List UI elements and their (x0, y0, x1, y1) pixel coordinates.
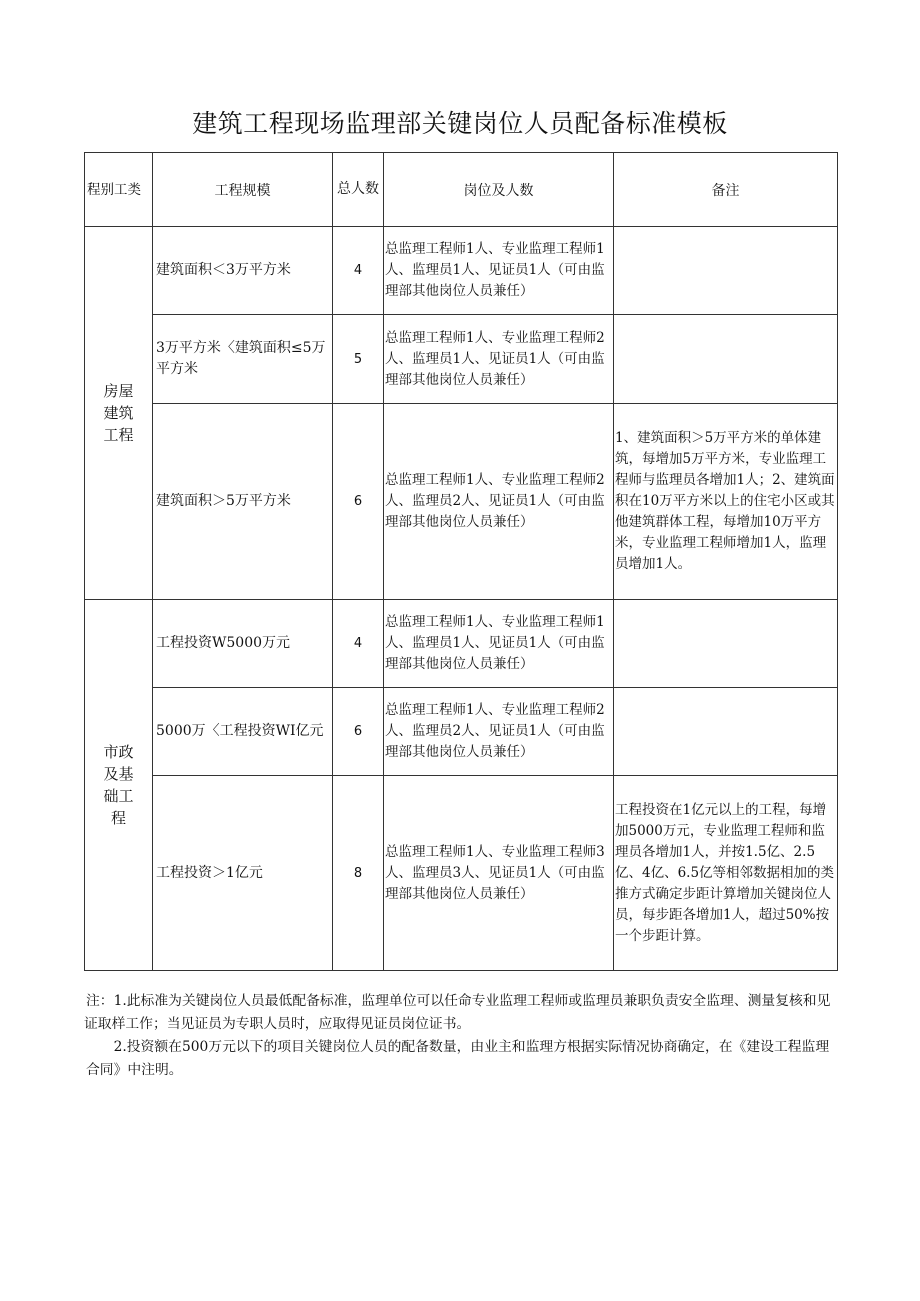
scale-cell: 3万平方米〈建筑面积≤5万平方米 (153, 315, 333, 404)
header-total: 总人数 (333, 153, 384, 227)
footnotes (84, 990, 840, 1082)
remarks-cell: 工程投资在1亿元以上的工程，每增加5000万元，专业监理工程师和监理员各增加1人，并按1.5亿、2.5亿、4亿、6.5亿等相邻数据相加的类推方式确定步距计算增加关键岗位人员，每步距各增加1人，超过50%按一个步距计算。 (614, 776, 838, 971)
scale-cell: 5000万〈工程投资WI亿元 (153, 688, 333, 776)
header-positions: 岗位及人数 (384, 153, 614, 227)
positions-cell: 总监理工程师1人、专业监理工程师3人、监理员3人、见证员1人（可由监理部其他岗位人员兼任） (384, 776, 614, 971)
table-row (85, 776, 838, 971)
positions-cell: 总监理工程师1人、专业监理工程师2人、监理员2人、见证员1人（可由监理部其他岗位人员兼任） (384, 404, 614, 600)
staffing-table (84, 152, 838, 971)
page-title: 建筑工程现场监理部关键岗位人员配备标准模板 (192, 109, 728, 138)
remarks-cell (614, 315, 838, 404)
total-cell: 4 (333, 227, 384, 315)
remarks-cell (614, 600, 838, 688)
positions-cell: 总监理工程师1人、专业监理工程师1人、监理员1人、见证员1人（可由监理部其他岗位人员兼任） (384, 227, 614, 315)
header-category: 程别工类 (85, 153, 153, 227)
total-cell: 4 (333, 600, 384, 688)
footnote-1: 注：1.此标准为关键岗位人员最低配备标准，监理单位可以任命专业监理工程师或监理员兼职负责安全监理、测量复核和见证取样工作；当见证员为专职人员时，应取得见证员岗位证书。 (84, 993, 831, 1032)
scale-cell: 工程投资W5000万元 (153, 600, 333, 688)
total-cell: 6 (333, 404, 384, 600)
remarks-cell (614, 227, 838, 315)
header-remarks: 备注 (614, 153, 838, 227)
category-label: 市政及基础工程 (103, 743, 134, 827)
positions-cell: 总监理工程师1人、专业监理工程师2人、监理员1人、见证员1人（可由监理部其他岗位人员兼任） (384, 315, 614, 404)
table-row (85, 404, 838, 600)
header-scale: 工程规模 (153, 153, 333, 227)
table-row (85, 315, 838, 404)
total-cell: 5 (333, 315, 384, 404)
positions-cell: 总监理工程师1人、专业监理工程师2人、监理员2人、见证员1人（可由监理部其他岗位人员兼任） (384, 688, 614, 776)
total-cell: 6 (333, 688, 384, 776)
positions-cell: 总监理工程师1人、专业监理工程师1人、监理员1人、见证员1人（可由监理部其他岗位人员兼任） (384, 600, 614, 688)
table-header-row (85, 153, 838, 227)
category-cell (85, 227, 153, 600)
category-cell (85, 600, 153, 971)
category-label: 房屋建筑工程 (103, 382, 134, 444)
scale-cell: 建筑面积＜3万平方米 (153, 227, 333, 315)
table-row (85, 227, 838, 315)
remarks-cell: 1、建筑面积＞5万平方米的单体建筑，每增加5万平方米，专业监理工程师与监理员各增加1人；2、建筑面积在10万平方米以上的住宅小区或其他建筑群体工程，每增加10万平方米，专业监理工程师增加1人，监理员增加1人。 (614, 404, 838, 600)
table-row (85, 600, 838, 688)
scale-cell: 工程投资＞1亿元 (153, 776, 333, 971)
remarks-cell (614, 688, 838, 776)
footnote-2: 2.投资额在500万元以下的项目关键岗位人员的配备数量，由业主和监理方根据实际情况协商确定，在《建设工程监理合同》中注明。 (86, 1039, 830, 1078)
total-cell: 8 (333, 776, 384, 971)
scale-cell: 建筑面积＞5万平方米 (153, 404, 333, 600)
table-row (85, 688, 838, 776)
